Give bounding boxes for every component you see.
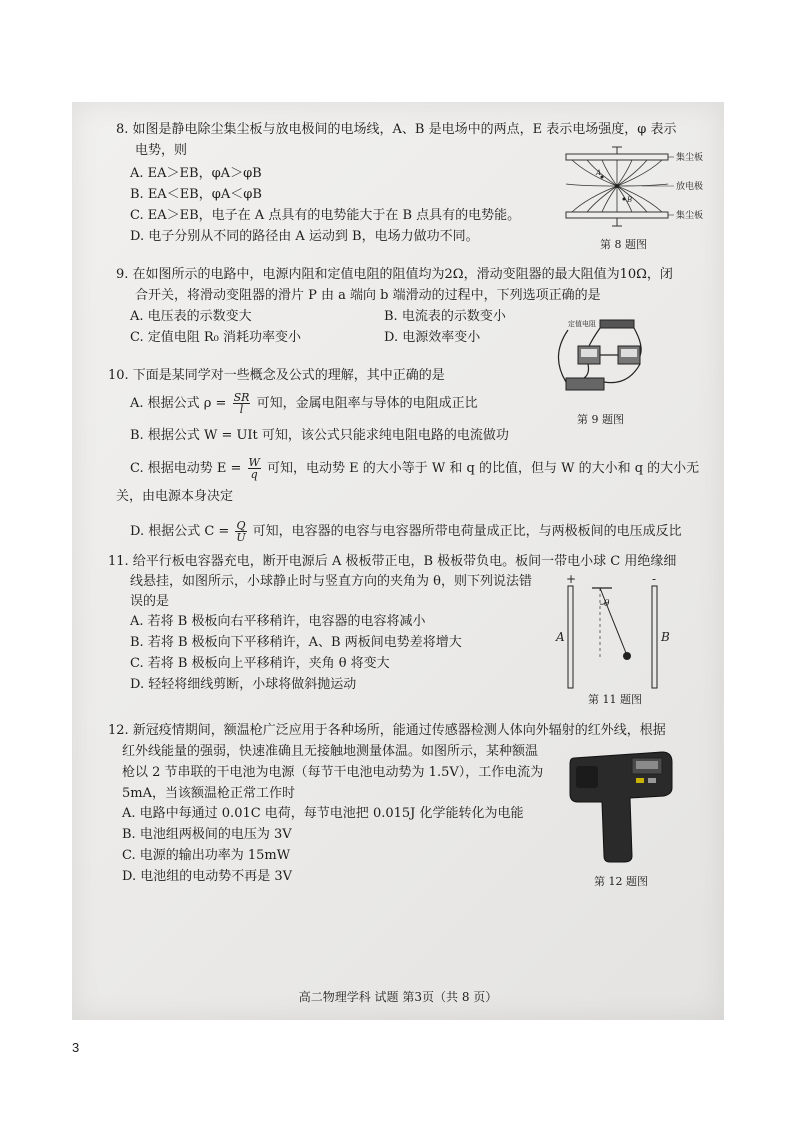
q11-stem-line3: 误的是 (130, 594, 170, 609)
q9-stem-line1: 9. 在如图所示的电路中，电源内阻和定值电阻的阻值均为2Ω，滑动变阻器的最大阻值为10Ω，闭 (116, 267, 673, 282)
q10-option-c-fraction (248, 457, 261, 480)
q11-minus-sign: - (652, 574, 657, 586)
q10-option-d-denominator: U (236, 531, 246, 544)
q11-option-d: D. 轻轻将细线剪断，小球将做斜抛运动 (130, 677, 357, 692)
q12-option-c: C. 电源的输出功率为 15mW (122, 848, 291, 863)
q10-option-c-numerator: W (248, 456, 260, 469)
q8-option-d: D. 电子分别从不同的路径由 A 运动到 B，电场力做功不同。 (130, 229, 479, 244)
q9-stem-line2: 合开关，将滑动变阻器的滑片 P 由 a 端向 b 端滑动的过程中，下列选项正确的是 (135, 288, 601, 303)
q11-plate-a-label: A (556, 630, 565, 644)
q9-option-c: C. 定值电阻 R₀ 消耗功率变小 (130, 330, 302, 345)
q10-option-c-continued: 关，由电源本身决定 (116, 489, 234, 504)
q8-stem-line1: 8. 如图是静电除尘集尘板与放电极间的电场线，A、B 是电场中的两点，E 表示电场强度，φ 表示 (116, 122, 677, 137)
q8-option-c: C. EA＞EB，电子在 A 点具有的电势能大于在 B 点具有的电势能。 (130, 208, 521, 223)
q9-option-b: B. 电流表的示数变小 (384, 309, 506, 324)
q11-plate-b-label: B (661, 630, 670, 644)
q11-plus-sign: + (566, 574, 577, 586)
page-number: 3 (72, 1040, 80, 1055)
q12-stem-line3: 枪以 2 节串联的干电池为电源（每节干电池电动势为 1.5V），工作电流为 (122, 765, 544, 780)
q12-thermometer-gun-photo (566, 746, 678, 864)
q10-option-d-lead: D. 根据公式 C = (130, 524, 230, 539)
q10-option-a (130, 392, 478, 415)
q8-field-line-figure (562, 144, 724, 244)
q10-option-c-rest: 可知，电动势 E 的大小等于 W 和 q 的比值，但与 W 的大小和 q 的大小无 (267, 461, 700, 476)
exam-page-photo (72, 102, 724, 1020)
q10-option-d-fraction (235, 520, 246, 543)
q8-electrode-label: 放电极 (676, 182, 704, 192)
q10-stem: 10. 下面是某同学对一些概念及公式的理解，其中正确的是 (108, 368, 445, 383)
q12-option-a: A. 电路中每通过 0.01C 电荷，每节电池把 0.015J 化学能转化为电能 (122, 806, 524, 821)
q11-theta-label: θ (604, 599, 610, 609)
q10-option-a-numerator: SR (233, 391, 250, 404)
q10-option-a-fraction (233, 392, 251, 415)
q12-stem-line2: 红外线能量的强弱，快速准确且无接触地测量体温。如图所示，某种额温 (122, 744, 539, 759)
q12-caption: 第 12 题图 (594, 875, 648, 888)
q12-option-d: D. 电池组的电动势不再是 3V (122, 869, 293, 884)
q10-option-d-numerator: Q (236, 519, 246, 532)
q8-caption: 第 8 题图 (600, 238, 647, 251)
q11-option-b: B. 若将 B 极板向下平移稍许，A、B 两板间电势差将增大 (130, 635, 462, 650)
q12-stem-line4: 5mA，当该额温枪正常工作时 (122, 786, 295, 801)
q10-option-d (130, 520, 682, 543)
q9-option-d: D. 电源效率变小 (384, 330, 481, 345)
q9-resistor-label: 定值电阻 (568, 320, 596, 328)
q12-stem-line1: 12. 新冠疫情期间，额温枪广泛应用于各种场所，能通过传感器检测人体向外辐射的红外线，根据 (108, 723, 666, 738)
q11-capacitor-figure (552, 574, 678, 690)
q8-option-a: A. EA＞EB，φA＞φB (130, 166, 262, 181)
q8-point-a-label: A (596, 169, 602, 177)
q10-option-c (130, 457, 699, 480)
q9-circuit-photo (548, 316, 652, 400)
q10-option-b: B. 根据公式 W = UIt 可知，该公式只能求纯电阻电路的电流做功 (130, 428, 509, 443)
q11-stem-line1: 11. 给平行板电容器充电，断开电源后 A 极板带正电，B 极板带负电。板间一带电小球 C 用绝缘细 (108, 554, 677, 569)
q10-option-d-rest: 可知，电容器的电容与电容器所带电荷量成正比，与两极板间的电压成反比 (252, 524, 682, 539)
q11-caption: 第 11 题图 (588, 693, 642, 706)
q8-point-b-label: B (627, 196, 633, 204)
q8-option-b: B. EA＜EB，φA＜φB (130, 187, 262, 202)
q8-bottom-plate-label: 集尘板 (676, 211, 704, 221)
q11-option-c: C. 若将 B 极板向上平移稍许，夹角 θ 将变大 (130, 656, 390, 671)
q10-option-c-denominator: q (250, 468, 258, 481)
q10-option-a-lead: A. 根据公式 ρ = (130, 396, 227, 411)
q10-option-a-denominator: l (239, 403, 244, 416)
q9-caption: 第 9 题图 (577, 413, 624, 426)
q12-option-b: B. 电池组两极间的电压为 3V (122, 827, 292, 842)
q9-option-a: A. 电压表的示数变大 (130, 309, 252, 324)
q10-option-c-lead: C. 根据电动势 E = (130, 461, 242, 476)
q11-stem-line2: 线悬挂，如图所示，小球静止时与竖直方向的夹角为 θ，则下列说法错 (130, 574, 532, 589)
q10-option-a-rest: 可知，金属电阻率与导体的电阻成正比 (256, 396, 478, 411)
q8-top-plate-label: 集尘板 (676, 153, 704, 163)
q8-stem-line2: 电势，则 (135, 143, 188, 158)
q11-option-a: A. 若将 B 极板向右平移稍许，电容器的电容将减小 (130, 614, 426, 629)
page-footer: 高二物理学科 试题 第3页（共 8 页） (298, 990, 498, 1004)
